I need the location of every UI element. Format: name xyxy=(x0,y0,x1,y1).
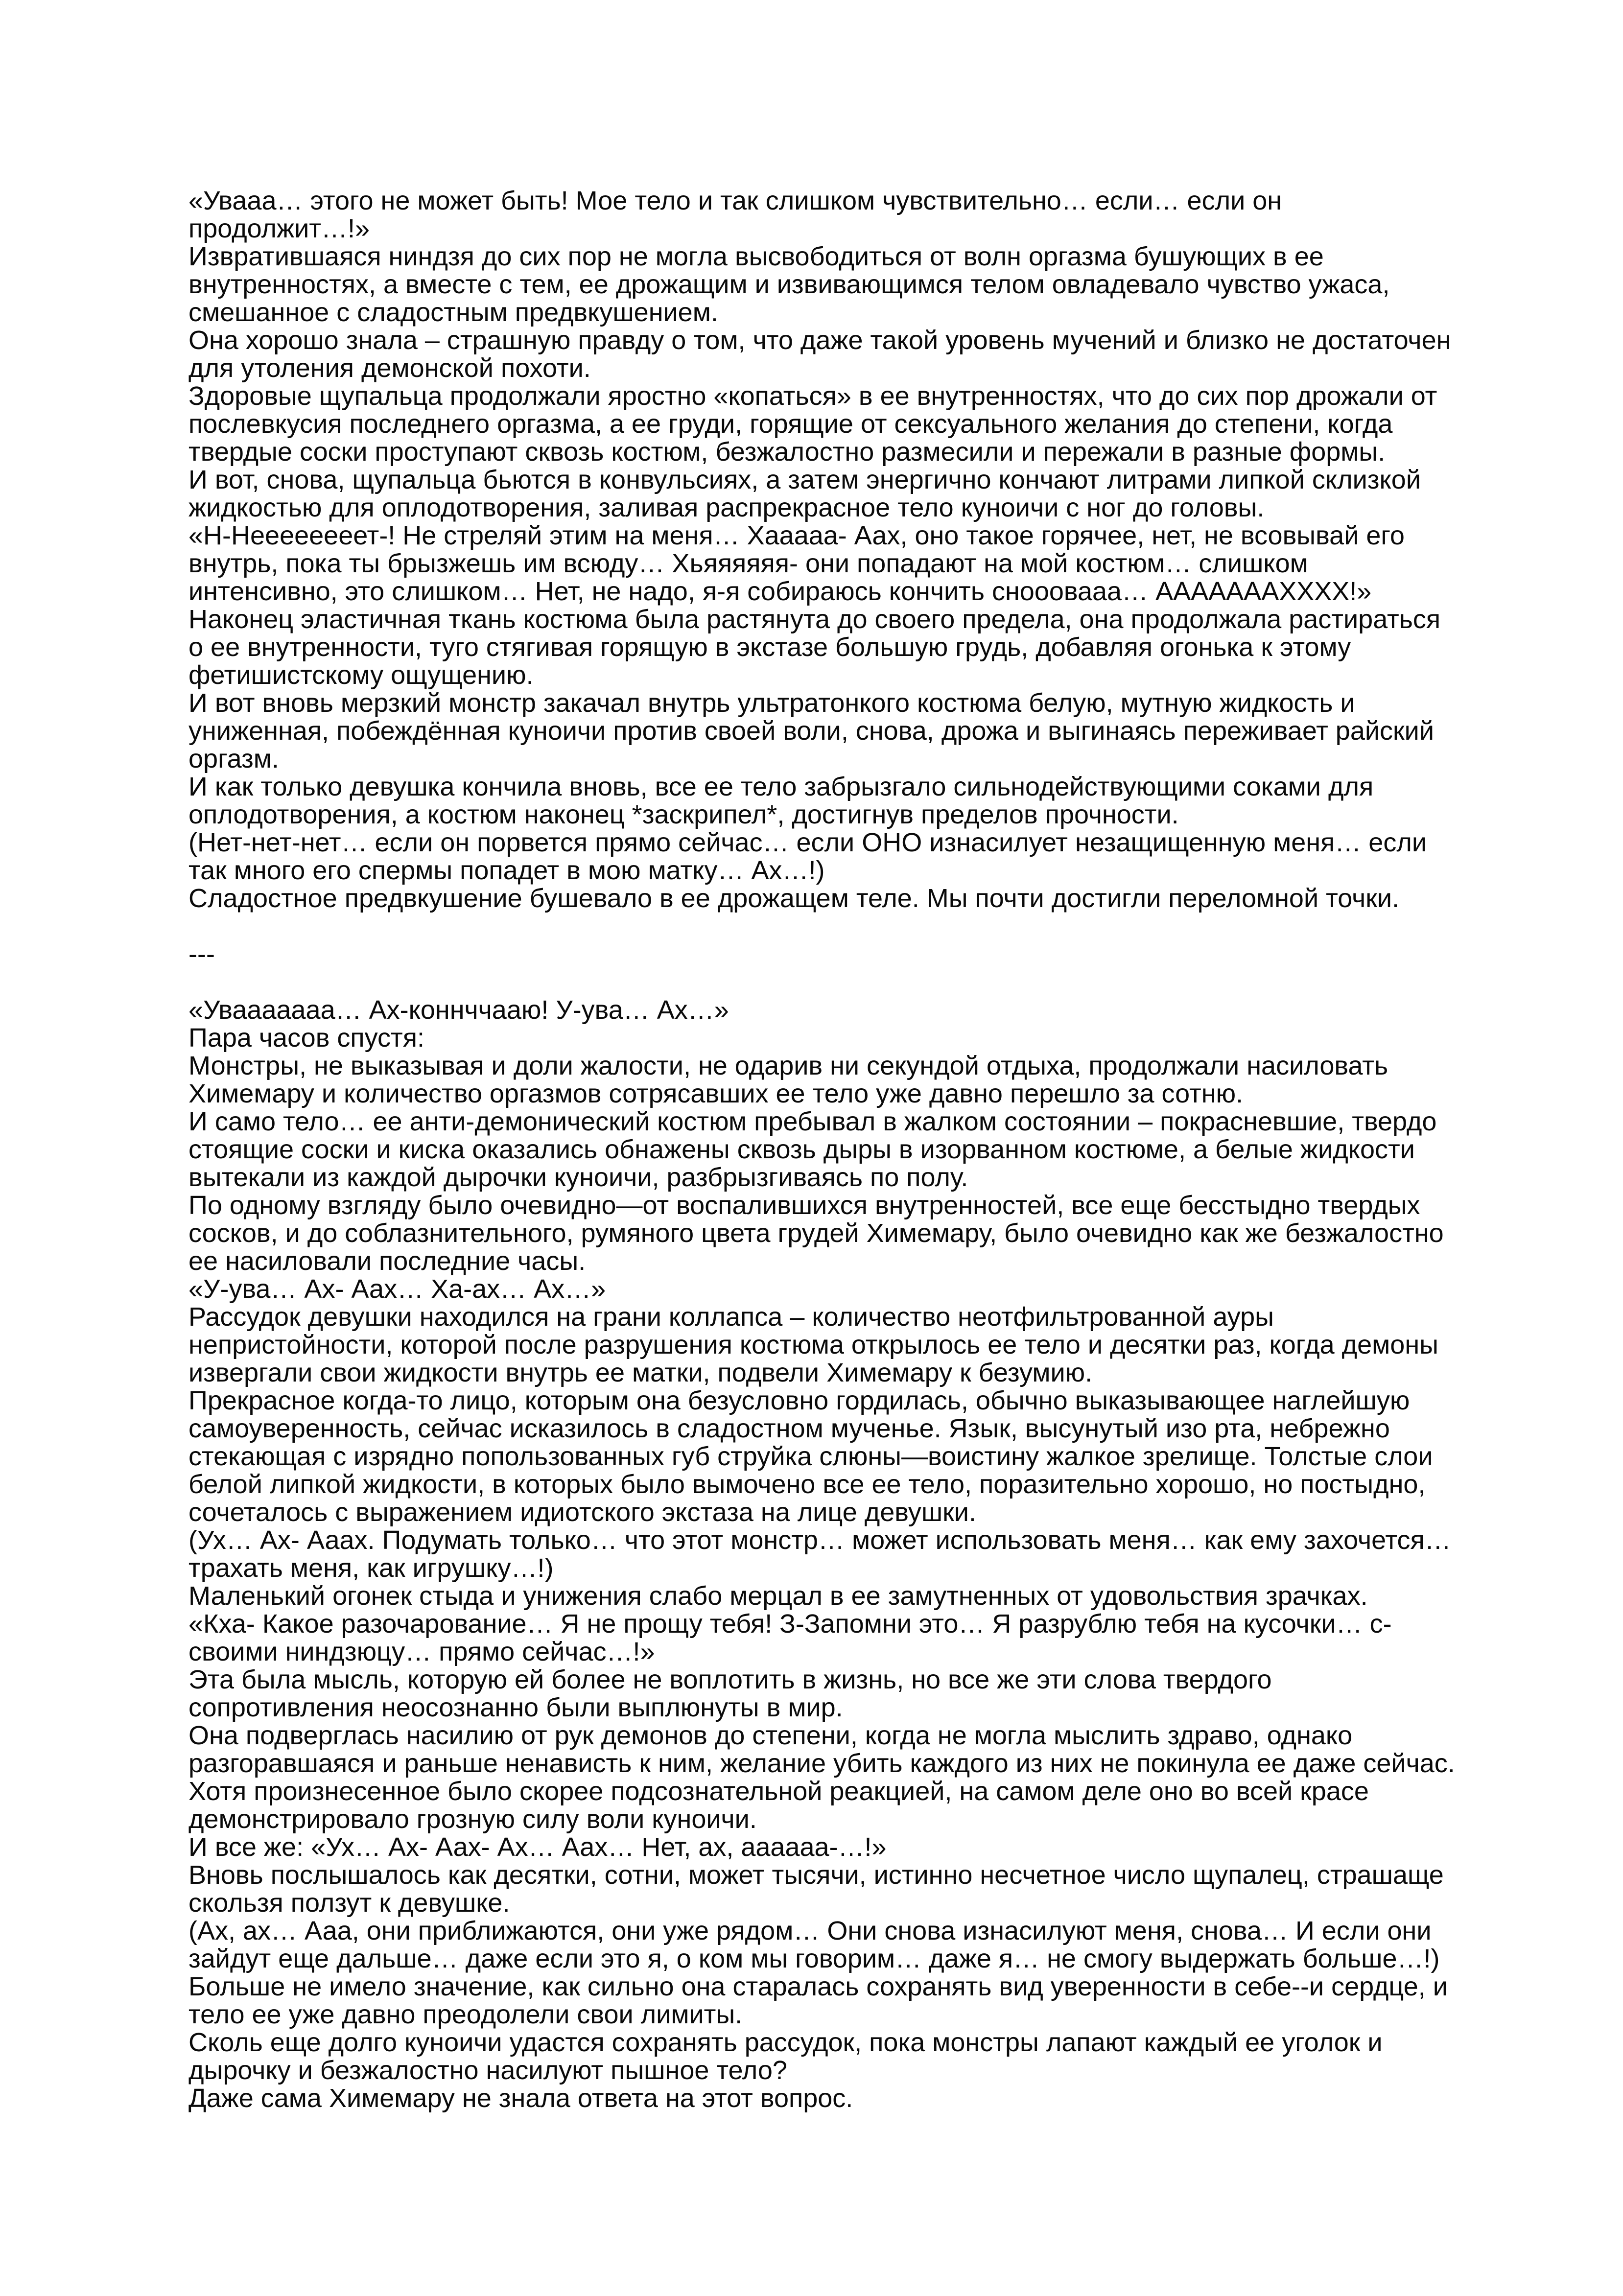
paragraph: Эта была мысль, которую ей более не воплотить в жизнь, но все же эти слова твердого сопротивления неосознанно были выплюнуты в мир. xyxy=(188,1665,1272,1722)
divider: --- xyxy=(188,939,215,969)
paragraph: «Н-Неееееееет-! Не стреляй этим на меня… Хааааа- Аах, оно такое горячее, нет, не всовывай его внутрь, пока ты брызжешь им всюду… Хьяяяяяя- они попадают на мой костюм… слишком интенсивно, это слишком… Нет, не надо, я-я собираюсь кончить снооовааа… АААААААХХХХ!» xyxy=(188,521,1405,606)
paragraph: Здоровые щупальца продолжали яростно «копаться» в ее внутренностях, что до сих пор дрожали от послевкусия последнего оргазма, а ее груди, горящие от сексуального желания до степени, когда твердые соски проступают сквозь костюм, безжалостно размесили и пережали в разные формы. xyxy=(188,381,1437,467)
paragraph: Извратившаяся ниндзя до сих пор не могла высвободиться от волн оргазма бушующих в ее внутренностях, а вместе с тем, ее дрожащим и извивающимся телом овладевало чувство ужаса, смешанное с сладостным предвкушением. xyxy=(188,242,1390,327)
paragraph: И все же: «Ух… Ах- Аах- Ах… Аах… Нет, ах, аааааа-…!» xyxy=(188,1832,887,1862)
paragraph: Монстры, не выказывая и доли жалости, не одарив ни секундой отдыха, продолжали насиловать Химемару и количество оргазмов сотрясавших ее тело уже давно перешло за сотню. xyxy=(188,1051,1388,1108)
paragraph: По одному взгляду было очевидно—от воспалившихся внутренностей, все еще бесстыдно твердых сосков, и до соблазнительного, румяного цвета грудей Химемару, было очевидно как же безжалостно ее насиловали последние часы. xyxy=(188,1191,1444,1276)
paragraph: (Нет-нет-нет… если он порвется прямо сейчас… если ОНО изнасилует незащищенную меня… если так много его спермы попадет в мою матку… Ах…!) xyxy=(188,828,1427,885)
paragraph: (Ух… Ах- Ааах. Подумать только… что этот монстр… может использовать меня… как ему захочется… трахать меня, как игрушку…!) xyxy=(188,1525,1451,1583)
paragraph: (Ах, ах… Ааа, они приближаются, они уже рядом… Они снова изнасилуют меня, снова… И если они зайдут еще дальше… даже если это я, о ком мы говорим… даже я… не смогу выдержать больше…!) xyxy=(188,1916,1440,1973)
paragraph: «У-ува… Ах- Аах… Ха-ах… Ах…» xyxy=(188,1274,606,1304)
paragraph: Она подверглась насилию от рук демонов до степени, когда не могла мыслить здраво, однако разгоравшаяся и раньше ненависть к ним, желание убить каждого из них не покинула ее даже сейчас. xyxy=(188,1721,1455,1778)
paragraph: Вновь послышалось как десятки, сотни, может тысячи, истинно несчетное число щупалец, страшаще скользя ползут к девушке. xyxy=(188,1860,1444,1918)
paragraph: Она хорошо знала – страшную правду о том, что даже такой уровень мучений и близко не достаточен для утоления демонской похоти. xyxy=(188,326,1451,383)
paragraph: Хотя произнесенное было скорее подсознательной реакцией, на самом деле оно во всей красе демонстрировало грозную силу воли куноичи. xyxy=(188,1777,1369,1834)
paragraph: И вот вновь мерзкий монстр закачал внутрь ультратонкого костюма белую, мутную жидкость и униженная, побеждённая куноичи против своей воли, снова, дрожа и выгинаясь переживает райский оргазм. xyxy=(188,688,1434,773)
paragraph: И само тело… ее анти-демонический костюм пребывал в жалком состоянии – покрасневшие, твердо стоящие соски и киска оказались обнажены сквозь дыры в изорванном костюме, а белые жидкости вытекали из каждой дырочки куноичи, разбрызгиваясь по полу. xyxy=(188,1107,1437,1192)
paragraph: «Увааааааа… Ах-коннччааю! У-ува… Ах…» xyxy=(188,995,729,1025)
paragraph: Пара часов спустя: xyxy=(188,1023,425,1053)
paragraph: И вот, снова, щупальца бьются в конвульсиях, а затем энергично кончают литрами липкой склизкой жидкостью для оплодотворения, заливая распрекрасное тело куноичи с ног до головы. xyxy=(188,465,1421,522)
paragraph: Прекрасное когда-то лицо, которым она безусловно гордилась, обычно выказывающее наглейшую самоуверенность, сейчас исказилось в сладостном мученье. Язык, высунутый изо рта, небрежно стекающая с изрядно попользованных губ струйка слюны—воистину жалкое зрелище. Толстые слои белой липкой жидкости, в которых было вымочено все ее тело, поразительно хорошо, но постыдно, сочеталось с выражением идиотского экстаза на лице девушки. xyxy=(188,1386,1433,1527)
paragraph: Даже сама Химемару не знала ответа на этот вопрос. xyxy=(188,2084,853,2113)
paragraph: Маленький огонек стыда и унижения слабо мерцал в ее замутненных от удовольствия зрачках. xyxy=(188,1581,1368,1611)
document-text xyxy=(188,187,1457,2112)
paragraph: Сладостное предвкушение бушевало в ее дрожащем теле. Мы почти достигли переломной точки. xyxy=(188,884,1400,913)
paragraph: Наконец эластичная ткань костюма была растянута до своего предела, она продолжала растираться о ее внутренности, туго стягивая горящую в экстазе большую грудь, добавляя огонька к этому фетишистскому ощущению. xyxy=(188,605,1441,690)
paragraph: Рассудок девушки находился на грани коллапса – количество неотфильтрованной ауры непристойности, которой после разрушения костюма открылось ее тело и десятки раз, когда демоны извергали свои жидкости внутрь ее матки, подвели Химемару к безумию. xyxy=(188,1302,1438,1387)
paragraph: И как только девушка кончила вновь, все ее тело забрызгало сильнодействующими соками для оплодотворения, а костюм наконец *заскрипел*, достигнув пределов прочности. xyxy=(188,772,1374,829)
paragraph: Больше не имело значение, как сильно она старалась сохранять вид уверенности в себе--и сердце, и тело ее уже давно преодолели свои лимиты. xyxy=(188,1972,1448,2029)
paragraph: Сколь еще долго куноичи удастся сохранять рассудок, пока монстры лапают каждый ее уголок и дырочку и безжалостно насилуют пышное тело? xyxy=(188,2028,1383,2085)
paragraph: «Кха- Какое разочарование… Я не прощу тебя! З-Запомни это… Я разрублю тебя на кусочки… с-своими ниндзюцу… прямо сейчас…!» xyxy=(188,1609,1392,1666)
paragraph: «Увааа… этого не может быть! Мое тело и так слишком чувствительно… если… если он продолжит…!» xyxy=(188,186,1282,243)
